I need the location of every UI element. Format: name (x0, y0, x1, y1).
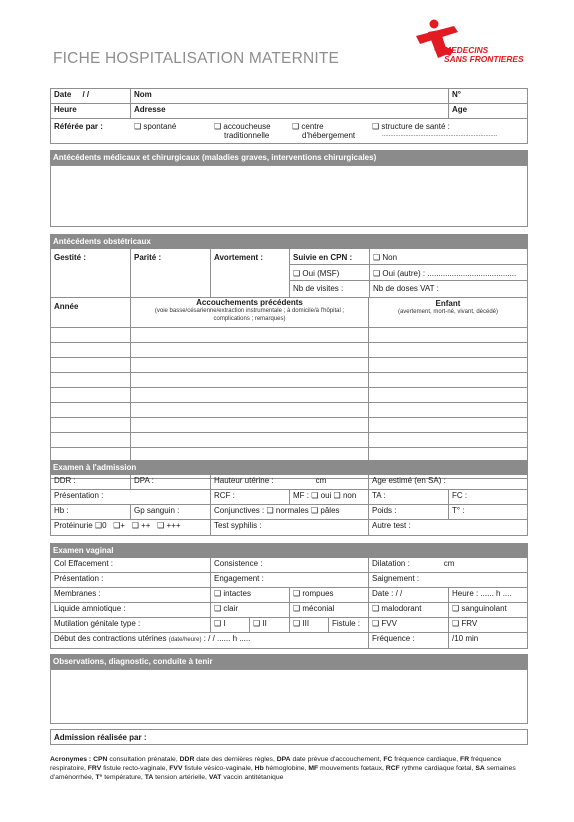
logo-line2: SANS FRONTIERES (444, 54, 524, 64)
numero-field[interactable]: N° (452, 90, 461, 99)
acronym-definition: date prévue d'accouchement, (292, 756, 384, 763)
saignement-field[interactable]: Saignement : (372, 574, 420, 583)
logo-line1: MEDECINS (444, 45, 489, 55)
admission-realisee-field[interactable] (50, 729, 528, 745)
acronym-definition: température, (104, 774, 145, 781)
temperature-field[interactable]: T° : (452, 506, 465, 515)
acronymes-lead: Acronymes : (50, 756, 92, 763)
observations-header: Observations, diagnostic, conduite à tenir (50, 654, 528, 669)
acronym-term: VAT (208, 774, 222, 781)
acronym-definition: rythme cardiaque fœtal, (401, 765, 476, 772)
rcf-field[interactable]: RCF : (211, 490, 290, 504)
acronym-term: SA (475, 765, 485, 772)
liquide-meconial-checkbox[interactable]: ❑ méconial (290, 603, 369, 617)
nom-field[interactable]: Nom (131, 89, 449, 103)
heure-field[interactable]: Heure (51, 104, 131, 118)
conj-pales-checkbox[interactable]: ❑ pâles (311, 506, 340, 515)
acronym-definition: fistule vésico-vaginale, (184, 765, 255, 772)
mutilation-label: Mutilation génitale type : (51, 618, 211, 632)
conjunctives-field[interactable]: Conjunctives : ❑ normales ❑ pâles (211, 505, 369, 519)
autre-test-field[interactable]: Autre test : (372, 521, 411, 530)
history-rows (51, 328, 527, 478)
cpn-oui-msf-checkbox[interactable]: ❑ Oui (MSF) (290, 265, 370, 280)
examen-admission-section (50, 460, 528, 536)
fistule-frv-checkbox[interactable]: ❑ FRV (452, 619, 478, 628)
dpa-field[interactable]: DPA : (131, 475, 211, 489)
age-field[interactable]: Age (452, 105, 468, 114)
acronym-term: CPN (93, 756, 108, 763)
logo-head (430, 20, 439, 29)
referee-label: Référée par : (54, 122, 103, 131)
antecedents-obstetricaux-header: Antécédents obstétricaux (50, 234, 528, 249)
acronym-term: RCF (385, 765, 400, 772)
history-row[interactable] (51, 403, 527, 418)
dilatation-field[interactable]: Dilatation : cm (372, 559, 455, 568)
mf-non-checkbox[interactable]: ❑ non (333, 491, 357, 500)
liquide-clair-checkbox[interactable]: ❑ clair (211, 603, 290, 617)
antecedents-medicaux-section (50, 150, 528, 227)
acronym-definition: tension artérielle, (155, 774, 209, 781)
membranes-intactes-checkbox[interactable]: ❑ intactes (211, 588, 290, 602)
conj-normales-checkbox[interactable]: ❑ normales (266, 506, 309, 515)
acronym-definition: fréquence cardiaque, (394, 756, 461, 763)
mf-field[interactable]: MF : ❑ oui ❑ non (290, 490, 369, 504)
consistence-field[interactable]: Consistence : (211, 558, 369, 572)
acronym-definition: consultation prénatale, (109, 756, 180, 763)
acronymes-footnote (50, 755, 530, 782)
mutilation-2-checkbox[interactable]: ❑ II (250, 618, 290, 632)
cpn-oui-autre-checkbox[interactable]: ❑ Oui (autre) : ........................................ (373, 269, 517, 278)
liquide-malodorant-checkbox[interactable]: ❑ malodorant (369, 603, 449, 617)
acronym-definition: semaines d'aménorrhée, (50, 765, 516, 781)
acronym-term: DPA (276, 756, 291, 763)
liquide-label: Liquide amniotique : (51, 603, 211, 617)
ta-field[interactable]: TA : (369, 490, 449, 504)
annee-header: Année (51, 298, 131, 327)
date-field[interactable]: Date / / (51, 89, 131, 103)
msf-logo-text (444, 46, 524, 64)
nb-doses-vat-field[interactable]: Nb de doses VAT : (373, 284, 439, 293)
acronym-definition: vaccin antitétanique (223, 774, 284, 781)
history-header-row (51, 298, 527, 328)
vaginal-presentation-field[interactable]: Présentation : (51, 573, 211, 587)
adresse-field[interactable]: Adresse (131, 104, 449, 118)
admission-realisee-label: Admission réalisée par : (54, 733, 147, 742)
membranes-label: Membranes : (51, 588, 211, 602)
examen-vaginal-section (50, 543, 528, 649)
ddr-field[interactable]: DDR : (51, 475, 131, 489)
nb-visites-field[interactable]: Nb de visites : (290, 281, 370, 297)
liquide-sanguinolant-checkbox[interactable]: ❑ sanguinolant (452, 604, 507, 613)
engagement-field[interactable]: Engagement : (211, 573, 369, 587)
referee-spontane[interactable]: ❑ spontané (134, 122, 177, 131)
col-effacement-field[interactable]: Col Effacement : (51, 558, 211, 572)
referee-accoucheuse[interactable]: ❑ accoucheuse traditionnelle (214, 122, 271, 140)
presentation-field[interactable]: Présentation : (51, 490, 211, 504)
age-estime-field[interactable]: Age estimé (en SA) : (372, 476, 446, 485)
observations-section (50, 654, 528, 724)
history-row[interactable] (51, 418, 527, 433)
cpn-block (290, 249, 527, 297)
referee-centre[interactable]: ❑ centre d'hébergement (292, 122, 356, 140)
history-row[interactable] (51, 388, 527, 403)
acronym-definition: mouvements fœtaux, (320, 765, 386, 772)
acronym-definition: hémoglobine, (265, 765, 309, 772)
membranes-rompues-checkbox[interactable]: ❑ rompues (290, 588, 369, 602)
rupture-heure-field[interactable]: Heure : ...... h .... (452, 589, 512, 598)
observations-area[interactable] (50, 669, 528, 724)
patient-section (50, 88, 528, 144)
acronym-term: FC (383, 756, 393, 763)
fistule-label: Fistule : (329, 618, 369, 632)
proteinurie-1-checkbox[interactable]: ❑+ (113, 521, 126, 530)
history-row[interactable] (51, 433, 527, 448)
cpn-label: Suivie en CPN : (290, 249, 370, 264)
debut-contractions-field[interactable]: Début des contractions utérines (date/heure) : / / ...... h ..... (51, 633, 369, 648)
acronym-term: FRV (87, 765, 102, 772)
acronym-term: FR (460, 756, 470, 763)
acronym-term: FVV (169, 765, 183, 772)
cpn-non-checkbox[interactable]: ❑ Non (373, 253, 398, 262)
acronym-definition: fistule recto-vaginale, (103, 765, 170, 772)
rupture-date-field[interactable]: Date : / / (369, 588, 449, 602)
acronym-term: DDR (179, 756, 195, 763)
acronym-definition: date des dernières règles, (196, 756, 277, 763)
proteinurie-2-checkbox[interactable]: ❑ ++ (131, 521, 151, 530)
parite-field[interactable]: Parité : (131, 249, 211, 297)
mutilation-1-checkbox[interactable]: ❑ I (211, 618, 250, 632)
history-row[interactable] (51, 358, 527, 373)
history-row[interactable] (51, 343, 527, 358)
history-row[interactable] (51, 373, 527, 388)
frequence-label: Fréquence : (369, 633, 449, 648)
referee-structure[interactable]: ❑ structure de santé : ..................................................................... (372, 122, 498, 138)
acronym-term: TA (144, 774, 154, 781)
frequence-field[interactable]: /10 min (452, 634, 479, 643)
examen-vaginal-header: Examen vaginal (50, 543, 528, 558)
antecedents-obstetricaux-section (50, 234, 528, 479)
proteinurie-field[interactable]: Protéinurie ❑0 ❑+ ❑ ++ ❑ +++ (51, 520, 211, 535)
examen-admission-header: Examen à l'admission (50, 460, 528, 475)
proteinurie-3-checkbox[interactable]: ❑ +++ (157, 521, 181, 530)
antecedents-medicaux-header: Antécédents médicaux et chirurgicaux (maladies graves, interventions chirurgicales) (50, 150, 528, 165)
acronym-term: MF (308, 765, 319, 772)
mutilation-3-checkbox[interactable]: ❑ III (290, 618, 329, 632)
form-title: FICHE HOSPITALISATION MATERNITE (53, 50, 340, 67)
avortement-field[interactable]: Avortement : (211, 249, 290, 297)
gestite-field[interactable]: Gestité : (51, 249, 131, 297)
fistule-fvv-checkbox[interactable]: ❑ FVV (369, 618, 449, 632)
mf-oui-checkbox[interactable]: ❑ oui (311, 491, 332, 500)
gp-sanguin-field[interactable]: Gp sanguin : (131, 505, 211, 519)
history-row[interactable] (51, 328, 527, 343)
poids-field[interactable]: Poids : (369, 505, 449, 519)
hauteur-uterine-field[interactable]: Hauteur utérine : cm (211, 475, 369, 489)
acronym-term: T° (95, 774, 103, 781)
fc-field[interactable]: FC : (452, 491, 468, 500)
acronym-definition: fréquence respiratoire, (50, 756, 502, 772)
enfant-header: Enfant (avertement, mort-né, vivant, décédé) (397, 299, 499, 315)
acronym-term: Hb (254, 765, 264, 772)
accouchements-header: Accouchements précédents (voie basse/césarienne/extraction instrumentale ; à domicile/à l'hôpital ; complications ; remarques) (131, 298, 369, 327)
obstetricaux-table (50, 249, 528, 479)
antecedents-medicaux-area[interactable] (50, 165, 528, 227)
proteinurie-0-checkbox[interactable]: ❑0 (94, 521, 107, 530)
referee-row (51, 119, 527, 143)
hb-field[interactable]: Hb : (51, 505, 131, 519)
syphilis-field[interactable]: Test syphilis : (211, 520, 369, 535)
